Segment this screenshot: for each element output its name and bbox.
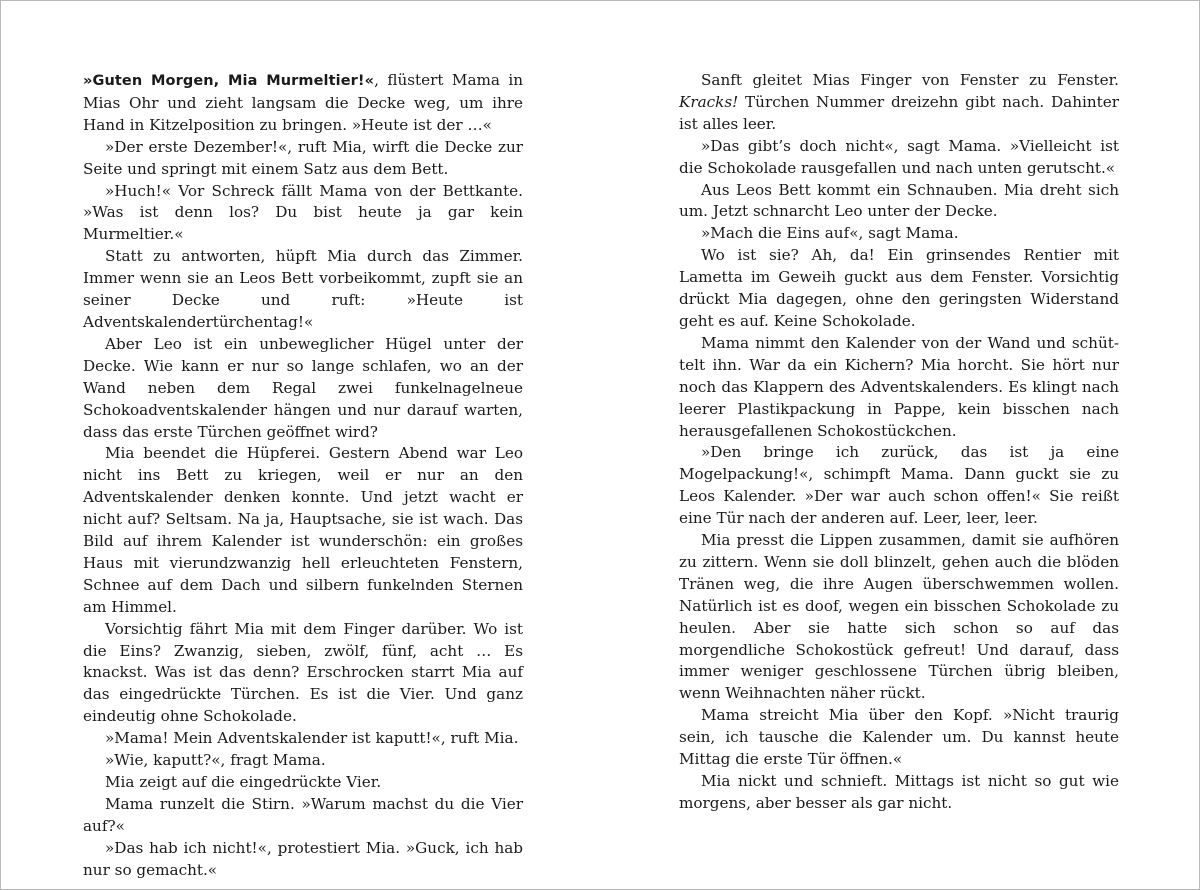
- left-paragraph-11: Mama runzelt die Stirn. »Warum machst du die Vier auf?«: [83, 794, 523, 835]
- right-paragraph-2: »Das gibt’s doch nicht«, sagt Mama. »Vielleicht ist die Schokolade rausgefallen und nach unten gerutscht.«: [679, 136, 1119, 177]
- right-paragraph-6: Mama nimmt den Kalender von der Wand und schüttelt ihn. War da ein Kichern? Mia horcht. Sie hört nur noch das Klappern des Adventskalenders. Es klingt nach leerer Plastikpackung in Pappe, kein bisschen nach herausgefallenen Schokostückchen.: [679, 333, 1119, 440]
- right-paragraph-5: Wo ist sie? Ah, da! Ein grinsendes Rentier mit Lametta im Geweih guckt aus dem Fenster. Vorsichtig drückt Mia dagegen, ohne den geringsten Widerstand geht es auf. Keine Schokolade.: [679, 246, 1119, 330]
- right-paragraph-3: Aus Leos Bett kommt ein Schnauben. Mia dreht sich um. Jetzt schnarcht Leo unter der Decke.: [679, 180, 1119, 221]
- left-paragraph-1-text: , flüstert Mama in Mias Ohr und zieht langsam die Decke weg, um ihre Hand in Kitzelposition zu bringen. »Heute ist der …«: [83, 71, 523, 134]
- right-paragraph-7: »Den bringe ich zurück, das ist ja eine Mogelpackung!«, schimpft Mama. Dann guckt sie zu Leos Kalender. »Der war auch schon offen!« Sie reißt eine Tür nach der anderen auf. Leer, leer, leer.: [679, 443, 1119, 528]
- right-paragraph-1: [679, 70, 1119, 136]
- left-page: [83, 70, 523, 882]
- right-paragraph-9: Mama streicht Mia über den Kopf. »Nicht traurig sein, ich tausche die Kalender um. Du kannst heute Mittag die erste Tür öffnen.«: [679, 706, 1119, 769]
- left-paragraph-2: »Der erste Dezember!«, ruft Mia, wirft die Decke zur Seite und springt mit einem Satz aus dem Bett.: [83, 137, 523, 178]
- opening-lead: »Guten Morgen, Mia Murmeltier!«: [83, 73, 375, 89]
- left-paragraph-3: »Huch!« Vor Schreck fällt Mama von der Bettkante. »Was ist denn los? Du bist heute ja gar kein Murmeltier.«: [83, 181, 523, 244]
- left-paragraph-12: »Das hab ich nicht!«, protestiert Mia. »Guck, ich hab nur so gemacht.«: [83, 838, 523, 879]
- left-paragraph-9: »Wie, kaputt?«, fragt Mama.: [105, 751, 326, 770]
- left-paragraph-4: Statt zu antworten, hüpft Mia durch das Zimmer. Immer wenn sie an Leos Bett vorbeikommt, zupft sie an seiner Decke und ruft: »Heute ist Adventskalendertürchentag!«: [83, 247, 523, 331]
- left-paragraph-5: Aber Leo ist ein unbeweglicher Hügel unter der Decke. Wie kann er nur so lange schlafen, wo an der Wand neben dem Regal zwei funkelnagelneue Schokoadventskalender hängen und nur darauf warten, dass das erste Türchen geöffnet wird?: [83, 334, 523, 441]
- right-paragraph-1-start: Sanft gleitet Mias Finger von Fenster zu Fenster.: [701, 71, 1119, 89]
- left-paragraph-7: Vorsichtig fährt Mia mit dem Finger darüber. Wo ist die Eins? Zwanzig, sieben, zwölf, fünf, acht … Es knackst. Was ist das denn? Erschrocken starrt Mia auf das eingedrückte Türchen. Es ist die Vier. Und ganz eindeutig ohne Schokolade.: [83, 619, 523, 726]
- right-paragraph-1-emphasis: Kracks!: [679, 92, 739, 111]
- right-paragraph-10: Mia nickt und schnieft. Mittags ist nicht so gut wie morgens, aber besser als gar nicht.: [679, 772, 1119, 812]
- right-page: [679, 70, 1119, 815]
- left-paragraph-6: Mia beendet die Hüpferei. Gestern Abend war Leo nicht ins Bett zu kriegen, weil er nur an den Adventskalender denken konnte. Und jetzt wacht er nicht auf? Seltsam. Na ja, Hauptsache, sie ist wach. Das Bild auf ihrem Kalender ist wunderschön: ein großes Haus mit vierundzwanzig hell erleuchteten Fenstern, Schnee auf dem Dach und silbern funkelnden Sternen am Himmel.: [83, 444, 523, 616]
- right-paragraph-4: »Mach die Eins auf«, sagt Mama.: [701, 224, 959, 243]
- left-paragraph-10: Mia zeigt auf die eingedrückte Vier.: [105, 773, 382, 791]
- left-paragraph-8: »Mama! Mein Adventskalender ist kaputt!«, ruft Mia.: [105, 729, 519, 748]
- right-paragraph-1-end: Türchen Nummer dreizehn gibt nach. Dahinter ist alles leer.: [679, 92, 1119, 133]
- left-paragraph-1: [83, 70, 523, 137]
- right-paragraph-8: Mia presst die Lippen zusammen, damit sie aufhören zu zittern. Wenn sie doll blinzelt, gehen auch die blöden Tränen weg, die ihre Augen überschwemmen wollen. Natürlich ist es doof, wegen ein bisschen Schokolade zu heulen. Aber sie hatte sich schon so auf das morgendliche Schokostück gefreut! Und darauf, dass immer weniger geschlossene Türchen übrig bleiben, wenn Weihnachten näher rückt.: [679, 531, 1119, 703]
